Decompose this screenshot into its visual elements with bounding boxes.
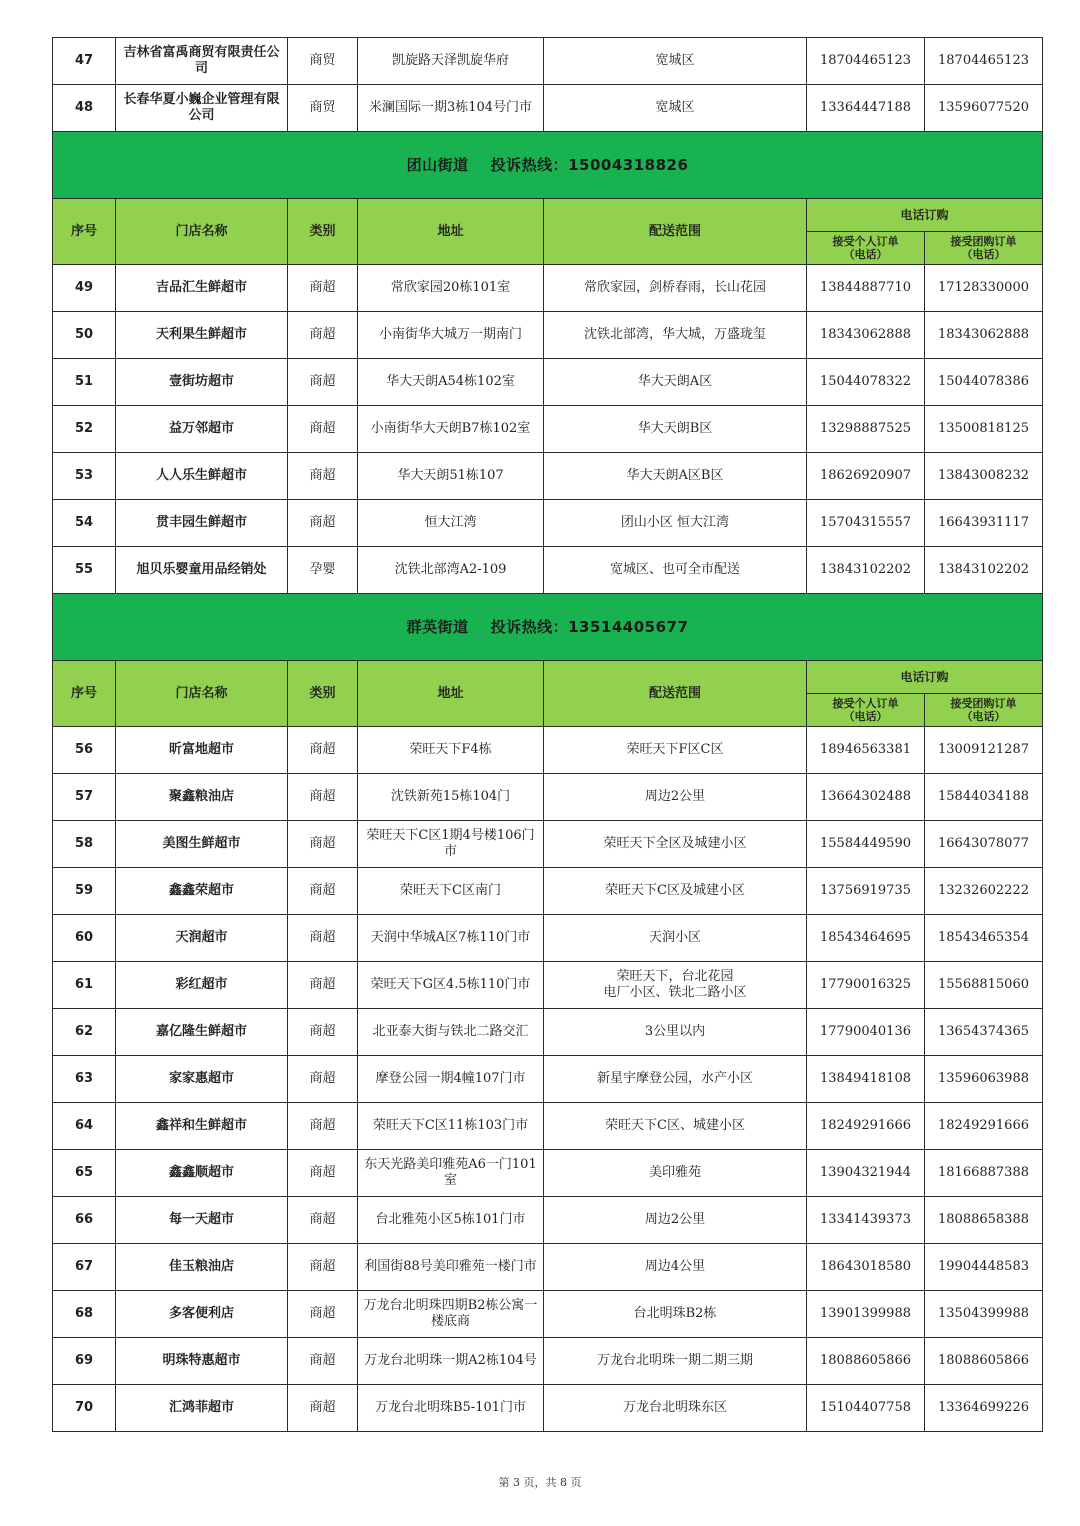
store-category: 商超 bbox=[288, 1103, 358, 1150]
personal-order-phone: 18704465123 bbox=[807, 38, 925, 85]
table-row bbox=[53, 1291, 1043, 1338]
row-number: 55 bbox=[53, 547, 116, 594]
group-order-phone: 16643078077 bbox=[925, 821, 1043, 868]
header-group-order bbox=[925, 694, 1043, 727]
table-row bbox=[53, 727, 1043, 774]
personal-order-phone: 18643018580 bbox=[807, 1244, 925, 1291]
street-name: 团山街道 bbox=[406, 156, 469, 174]
header-personal-order-label: 接受个人订单 bbox=[832, 235, 899, 248]
store-category: 商超 bbox=[288, 359, 358, 406]
row-number: 60 bbox=[53, 915, 116, 962]
store-address: 荣旺天下C区南门 bbox=[358, 868, 544, 915]
group-order-phone: 15568815060 bbox=[925, 962, 1043, 1009]
personal-order-phone: 15104407758 bbox=[807, 1385, 925, 1432]
store-category: 商超 bbox=[288, 727, 358, 774]
store-category: 孕婴 bbox=[288, 547, 358, 594]
row-number: 68 bbox=[53, 1291, 116, 1338]
personal-order-phone: 13904321944 bbox=[807, 1150, 925, 1197]
group-order-phone: 13596077520 bbox=[925, 85, 1043, 132]
column-header-row bbox=[53, 199, 1043, 232]
group-order-phone: 16643931117 bbox=[925, 500, 1043, 547]
personal-order-phone: 18946563381 bbox=[807, 727, 925, 774]
delivery-area: 沈铁北部湾，华大城，万盛珑玺 bbox=[544, 312, 807, 359]
table-row bbox=[53, 500, 1043, 547]
personal-order-phone: 15044078322 bbox=[807, 359, 925, 406]
store-name: 汇鸿菲超市 bbox=[116, 1385, 288, 1432]
header-delivery-area: 配送范围 bbox=[544, 661, 807, 727]
header-personal-order bbox=[807, 694, 925, 727]
store-name: 明珠特惠超市 bbox=[116, 1338, 288, 1385]
store-category: 商超 bbox=[288, 962, 358, 1009]
group-order-phone: 17128330000 bbox=[925, 265, 1043, 312]
table-row bbox=[53, 406, 1043, 453]
table-row bbox=[53, 1056, 1043, 1103]
table-row bbox=[53, 359, 1043, 406]
group-order-phone: 15844034188 bbox=[925, 774, 1043, 821]
store-name: 吉林省富禹商贸有限责任公司 bbox=[116, 38, 288, 85]
store-address: 摩登公园一期4幢107门市 bbox=[358, 1056, 544, 1103]
store-list-body bbox=[53, 38, 1043, 1432]
store-category: 商超 bbox=[288, 1150, 358, 1197]
row-number: 63 bbox=[53, 1056, 116, 1103]
table-row bbox=[53, 1103, 1043, 1150]
table-row bbox=[53, 1338, 1043, 1385]
header-seq: 序号 bbox=[53, 199, 116, 265]
delivery-area: 团山小区 恒大江湾 bbox=[544, 500, 807, 547]
store-name: 人人乐生鲜超市 bbox=[116, 453, 288, 500]
header-group-order-note: （电话） bbox=[961, 248, 1006, 261]
group-order-phone: 18343062888 bbox=[925, 312, 1043, 359]
row-number: 64 bbox=[53, 1103, 116, 1150]
store-address: 小南街华大城万一期南门 bbox=[358, 312, 544, 359]
group-order-phone: 13654374365 bbox=[925, 1009, 1043, 1056]
header-category: 类别 bbox=[288, 661, 358, 727]
row-number: 53 bbox=[53, 453, 116, 500]
store-category: 商超 bbox=[288, 312, 358, 359]
personal-order-phone: 15584449590 bbox=[807, 821, 925, 868]
store-address: 万龙台北明珠B5-101门市 bbox=[358, 1385, 544, 1432]
personal-order-phone: 17790016325 bbox=[807, 962, 925, 1009]
table-row bbox=[53, 1385, 1043, 1432]
header-personal-order-label: 接受个人订单 bbox=[832, 697, 899, 710]
store-name: 吉品汇生鲜超市 bbox=[116, 265, 288, 312]
row-number: 59 bbox=[53, 868, 116, 915]
group-order-phone: 18543465354 bbox=[925, 915, 1043, 962]
header-store-name: 门店名称 bbox=[116, 199, 288, 265]
group-order-phone: 18088658388 bbox=[925, 1197, 1043, 1244]
store-category: 商超 bbox=[288, 265, 358, 312]
delivery-area: 新星宇摩登公园，水产小区 bbox=[544, 1056, 807, 1103]
row-number: 69 bbox=[53, 1338, 116, 1385]
personal-order-phone: 18343062888 bbox=[807, 312, 925, 359]
store-address: 北亚泰大街与铁北二路交汇 bbox=[358, 1009, 544, 1056]
table-row bbox=[53, 312, 1043, 359]
delivery-area: 华大天朗A区 bbox=[544, 359, 807, 406]
group-order-phone: 13596063988 bbox=[925, 1056, 1043, 1103]
group-order-phone: 13504399988 bbox=[925, 1291, 1043, 1338]
store-category: 商超 bbox=[288, 453, 358, 500]
row-number: 58 bbox=[53, 821, 116, 868]
header-address: 地址 bbox=[358, 199, 544, 265]
store-category: 商超 bbox=[288, 821, 358, 868]
group-order-phone: 13232602222 bbox=[925, 868, 1043, 915]
row-number: 50 bbox=[53, 312, 116, 359]
store-name: 天利果生鲜超市 bbox=[116, 312, 288, 359]
store-address: 万龙台北明珠四期B2栋公寓一楼底商 bbox=[358, 1291, 544, 1338]
table-row bbox=[53, 962, 1043, 1009]
row-number: 70 bbox=[53, 1385, 116, 1432]
delivery-area: 周边2公里 bbox=[544, 774, 807, 821]
header-address: 地址 bbox=[358, 661, 544, 727]
store-name: 鑫鑫顺超市 bbox=[116, 1150, 288, 1197]
delivery-area: 荣旺天下，台北花园 电厂小区、铁北二路小区 bbox=[544, 962, 807, 1009]
store-address: 万龙台北明珠一期A2栋104号 bbox=[358, 1338, 544, 1385]
store-name: 天润超市 bbox=[116, 915, 288, 962]
header-group-order-note: （电话） bbox=[961, 710, 1006, 723]
personal-order-phone: 13901399988 bbox=[807, 1291, 925, 1338]
personal-order-phone: 13664302488 bbox=[807, 774, 925, 821]
group-order-phone: 13843102202 bbox=[925, 547, 1043, 594]
group-order-phone: 18166887388 bbox=[925, 1150, 1043, 1197]
store-address: 华大天朗51栋107 bbox=[358, 453, 544, 500]
table-row bbox=[53, 265, 1043, 312]
store-category: 商超 bbox=[288, 1197, 358, 1244]
table-row bbox=[53, 821, 1043, 868]
header-personal-order bbox=[807, 232, 925, 265]
store-category: 商超 bbox=[288, 1385, 358, 1432]
store-address: 常欣家园20栋101室 bbox=[358, 265, 544, 312]
delivery-area: 美印雅苑 bbox=[544, 1150, 807, 1197]
store-category: 商超 bbox=[288, 1244, 358, 1291]
row-number: 52 bbox=[53, 406, 116, 453]
row-number: 57 bbox=[53, 774, 116, 821]
group-order-phone: 18704465123 bbox=[925, 38, 1043, 85]
personal-order-phone: 13298887525 bbox=[807, 406, 925, 453]
store-category: 商贸 bbox=[288, 38, 358, 85]
header-group-order bbox=[925, 232, 1043, 265]
table-row bbox=[53, 1150, 1043, 1197]
table-row bbox=[53, 547, 1043, 594]
header-personal-order-note: （电话） bbox=[843, 248, 888, 261]
table-row bbox=[53, 453, 1043, 500]
personal-order-phone: 13341439373 bbox=[807, 1197, 925, 1244]
header-category: 类别 bbox=[288, 199, 358, 265]
header-phone-order: 电话订购 bbox=[807, 199, 1043, 232]
group-order-phone: 13009121287 bbox=[925, 727, 1043, 774]
store-address: 利国街88号美印雅苑一楼门市 bbox=[358, 1244, 544, 1291]
store-name: 佳玉粮油店 bbox=[116, 1244, 288, 1291]
personal-order-phone: 13844887710 bbox=[807, 265, 925, 312]
personal-order-phone: 13364447188 bbox=[807, 85, 925, 132]
store-name: 每一天超市 bbox=[116, 1197, 288, 1244]
delivery-area: 宽城区 bbox=[544, 85, 807, 132]
delivery-area: 周边2公里 bbox=[544, 1197, 807, 1244]
store-name: 多客便利店 bbox=[116, 1291, 288, 1338]
street-section-banner bbox=[53, 594, 1043, 661]
store-address: 华大天朗A54栋102室 bbox=[358, 359, 544, 406]
delivery-area: 万龙台北明珠东区 bbox=[544, 1385, 807, 1432]
delivery-area: 华大天朗B区 bbox=[544, 406, 807, 453]
complaint-hotline: 投诉热线：15004318826 bbox=[490, 156, 689, 174]
store-name: 聚鑫粮油店 bbox=[116, 774, 288, 821]
store-name: 家家惠超市 bbox=[116, 1056, 288, 1103]
table-row bbox=[53, 1009, 1043, 1056]
header-phone-order: 电话订购 bbox=[807, 661, 1043, 694]
row-number: 62 bbox=[53, 1009, 116, 1056]
delivery-area: 台北明珠B2栋 bbox=[544, 1291, 807, 1338]
personal-order-phone: 17790040136 bbox=[807, 1009, 925, 1056]
delivery-area: 万龙台北明珠一期二期三期 bbox=[544, 1338, 807, 1385]
row-number: 47 bbox=[53, 38, 116, 85]
row-number: 51 bbox=[53, 359, 116, 406]
group-order-phone: 13364699226 bbox=[925, 1385, 1043, 1432]
table-row bbox=[53, 85, 1043, 132]
store-name: 壹街坊超市 bbox=[116, 359, 288, 406]
row-number: 49 bbox=[53, 265, 116, 312]
store-category: 商超 bbox=[288, 1338, 358, 1385]
delivery-area: 周边4公里 bbox=[544, 1244, 807, 1291]
delivery-area: 3公里以内 bbox=[544, 1009, 807, 1056]
store-category: 商超 bbox=[288, 1056, 358, 1103]
personal-order-phone: 13756919735 bbox=[807, 868, 925, 915]
personal-order-phone: 18626920907 bbox=[807, 453, 925, 500]
column-header-row bbox=[53, 661, 1043, 694]
group-order-phone: 19904448583 bbox=[925, 1244, 1043, 1291]
store-name: 彩红超市 bbox=[116, 962, 288, 1009]
store-category: 商超 bbox=[288, 500, 358, 547]
store-name: 旭贝乐婴童用品经销处 bbox=[116, 547, 288, 594]
row-number: 65 bbox=[53, 1150, 116, 1197]
group-order-phone: 15044078386 bbox=[925, 359, 1043, 406]
store-name: 益万邻超市 bbox=[116, 406, 288, 453]
table-row bbox=[53, 868, 1043, 915]
row-number: 66 bbox=[53, 1197, 116, 1244]
store-address: 荣旺天下C区11栋103门市 bbox=[358, 1103, 544, 1150]
header-personal-order-note: （电话） bbox=[843, 710, 888, 723]
street-name: 群英街道 bbox=[406, 618, 469, 636]
personal-order-phone: 13849418108 bbox=[807, 1056, 925, 1103]
store-address: 恒大江湾 bbox=[358, 500, 544, 547]
street-section-banner bbox=[53, 132, 1043, 199]
personal-order-phone: 18249291666 bbox=[807, 1103, 925, 1150]
street-section-title bbox=[53, 132, 1043, 199]
group-order-phone: 13843008232 bbox=[925, 453, 1043, 500]
store-name: 美图生鲜超市 bbox=[116, 821, 288, 868]
store-address: 台北雅苑小区5栋101门市 bbox=[358, 1197, 544, 1244]
delivery-area: 天润小区 bbox=[544, 915, 807, 962]
store-name: 鑫祥和生鲜超市 bbox=[116, 1103, 288, 1150]
table-row bbox=[53, 1244, 1043, 1291]
table-row bbox=[53, 774, 1043, 821]
row-number: 48 bbox=[53, 85, 116, 132]
store-address: 荣旺天下G区4.5栋110门市 bbox=[358, 962, 544, 1009]
header-store-name: 门店名称 bbox=[116, 661, 288, 727]
delivery-area: 荣旺天下全区及城建小区 bbox=[544, 821, 807, 868]
store-address: 荣旺天下C区1期4号楼106门市 bbox=[358, 821, 544, 868]
store-address: 东天光路美印雅苑A6一门101室 bbox=[358, 1150, 544, 1197]
row-number: 56 bbox=[53, 727, 116, 774]
delivery-area: 华大天朗A区B区 bbox=[544, 453, 807, 500]
delivery-area: 宽城区、也可全市配送 bbox=[544, 547, 807, 594]
group-order-phone: 18249291666 bbox=[925, 1103, 1043, 1150]
store-address: 沈铁新苑15栋104门 bbox=[358, 774, 544, 821]
group-order-phone: 18088605866 bbox=[925, 1338, 1043, 1385]
store-category: 商超 bbox=[288, 406, 358, 453]
personal-order-phone: 13843102202 bbox=[807, 547, 925, 594]
row-number: 67 bbox=[53, 1244, 116, 1291]
store-category: 商贸 bbox=[288, 85, 358, 132]
store-address: 荣旺天下F4栋 bbox=[358, 727, 544, 774]
personal-order-phone: 18088605866 bbox=[807, 1338, 925, 1385]
delivery-area: 荣旺天下F区C区 bbox=[544, 727, 807, 774]
header-group-order-label: 接受团购订单 bbox=[950, 235, 1017, 248]
personal-order-phone: 15704315557 bbox=[807, 500, 925, 547]
store-list-table bbox=[52, 37, 1043, 1432]
personal-order-phone: 18543464695 bbox=[807, 915, 925, 962]
store-category: 商超 bbox=[288, 774, 358, 821]
group-order-phone: 13500818125 bbox=[925, 406, 1043, 453]
table-row bbox=[53, 38, 1043, 85]
store-name: 昕富地超市 bbox=[116, 727, 288, 774]
delivery-area: 荣旺天下C区及城建小区 bbox=[544, 868, 807, 915]
store-category: 商超 bbox=[288, 1291, 358, 1338]
store-name: 长春华夏小巍企业管理有限公司 bbox=[116, 85, 288, 132]
store-address: 凯旋路天泽凯旋华府 bbox=[358, 38, 544, 85]
complaint-hotline: 投诉热线：13514405677 bbox=[490, 618, 689, 636]
store-name: 鑫鑫荣超市 bbox=[116, 868, 288, 915]
store-category: 商超 bbox=[288, 915, 358, 962]
street-section-title bbox=[53, 594, 1043, 661]
store-name: 嘉亿隆生鲜超市 bbox=[116, 1009, 288, 1056]
row-number: 54 bbox=[53, 500, 116, 547]
store-category: 商超 bbox=[288, 1009, 358, 1056]
delivery-area: 常欣家园，剑桥春雨，长山花园 bbox=[544, 265, 807, 312]
row-number: 61 bbox=[53, 962, 116, 1009]
header-group-order-label: 接受团购订单 bbox=[950, 697, 1017, 710]
store-name: 贯丰园生鲜超市 bbox=[116, 500, 288, 547]
header-delivery-area: 配送范围 bbox=[544, 199, 807, 265]
store-address: 沈铁北部湾A2-109 bbox=[358, 547, 544, 594]
delivery-area: 荣旺天下C区、城建小区 bbox=[544, 1103, 807, 1150]
table-row bbox=[53, 1197, 1043, 1244]
store-address: 小南街华大天朗B7栋102室 bbox=[358, 406, 544, 453]
page-footer: 第 3 页，共 8 页 bbox=[498, 1476, 582, 1489]
store-address: 米澜国际一期3栋104号门市 bbox=[358, 85, 544, 132]
store-category: 商超 bbox=[288, 868, 358, 915]
header-seq: 序号 bbox=[53, 661, 116, 727]
table-row bbox=[53, 915, 1043, 962]
store-address: 天润中华城A区7栋110门市 bbox=[358, 915, 544, 962]
delivery-area: 宽城区 bbox=[544, 38, 807, 85]
